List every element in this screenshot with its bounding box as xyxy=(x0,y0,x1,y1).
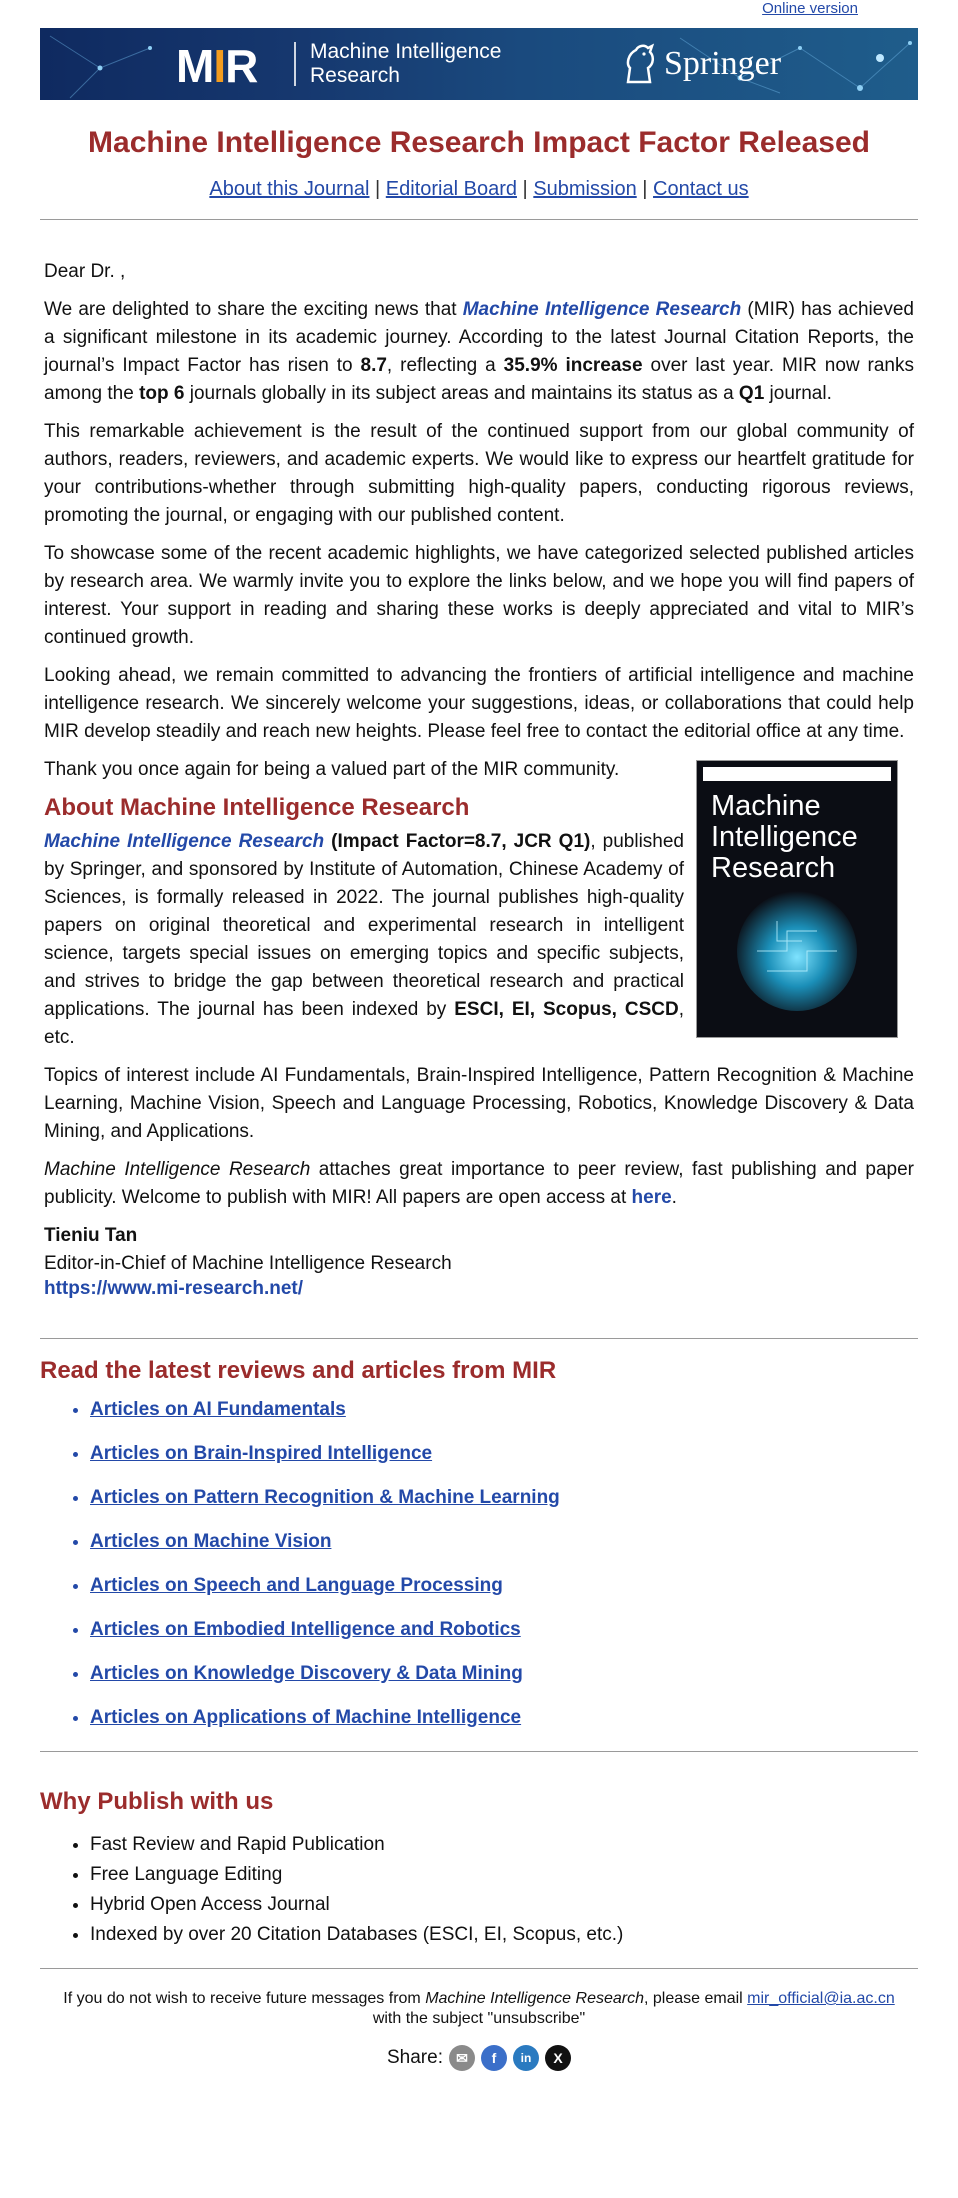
letter-body xyxy=(40,258,918,1300)
text-run: We are delighted to share the exciting news that xyxy=(44,299,463,320)
text-run: journals globally in its subject areas and maintains its status as a xyxy=(184,383,739,404)
list-item xyxy=(90,1531,918,1553)
why-list xyxy=(40,1830,918,1950)
cover-header-strip xyxy=(703,767,891,781)
email-page xyxy=(40,0,918,2071)
journal-cover-image[interactable] xyxy=(696,760,898,1038)
greeting: Dear Dr. , xyxy=(44,261,126,282)
link-embodied-robotics[interactable]: Articles on Embodied Intelligence and Robotics xyxy=(90,1619,521,1640)
page-title: Machine Intelligence Research Impact Factor Released xyxy=(88,126,870,159)
divider-why xyxy=(40,1751,918,1752)
rank-value: top 6 xyxy=(139,383,185,404)
journal-name: Machine Intelligence Research xyxy=(44,1159,311,1180)
link-ai-fundamentals[interactable]: Articles on AI Fundamentals xyxy=(90,1399,346,1420)
list-item xyxy=(90,1663,918,1685)
nav-separator: | xyxy=(642,178,648,200)
journal-name: Machine Intelligence Research xyxy=(44,831,325,852)
unsubscribe-line xyxy=(40,1989,918,2009)
list-item xyxy=(90,1619,918,1641)
editor-role: Editor-in-Chief of Machine Intelligence Research xyxy=(44,1253,452,1274)
paragraph-gratitude: This remarkable achievement is the result of the continued support from our global community of authors, readers, reviewers, and academic experts. We would like to express our heartfelt gratitude for your contributions-whether through submitting high-quality papers, conducting rigorous reviews, promoting the journal, or engaging with our published content. xyxy=(44,421,914,526)
logo-letter-m: M xyxy=(176,40,214,92)
article-links-list xyxy=(40,1399,918,1729)
list-item: • Fast Review and Rapid Publication xyxy=(90,1830,918,1860)
open-access-link[interactable]: here xyxy=(631,1187,672,1208)
list-item: • Indexed by over 20 Citation Databases (ESCI, EI, Scopus, etc.) xyxy=(90,1920,918,1950)
unsubscribe-email-link[interactable]: mir_official@ia.ac.cn xyxy=(747,1990,895,2007)
text-run: If you do not wish to receive future messages from xyxy=(63,1990,426,2007)
logo-letter-r: R xyxy=(225,40,258,92)
banner-journal-name xyxy=(310,40,501,88)
springer-wordmark: Springer xyxy=(664,45,782,82)
online-version-bar xyxy=(40,0,918,28)
text-run: , etc. xyxy=(44,999,684,1048)
link-knowledge-discovery[interactable]: Articles on Knowledge Discovery & Data Mining xyxy=(90,1663,523,1684)
impact-factor-value: 8.7 xyxy=(360,355,387,376)
link-machine-vision[interactable]: Articles on Machine Vision xyxy=(90,1531,332,1552)
text-run: . xyxy=(671,1187,677,1208)
journal-name: Machine Intelligence Research xyxy=(462,299,742,320)
text-run: , please email xyxy=(644,1990,748,2007)
nav-submission-link[interactable]: Submission xyxy=(533,178,637,200)
share-bar xyxy=(40,2045,918,2071)
index-list: ESCI, EI, Scopus, CSCD xyxy=(454,999,679,1020)
paragraph-peer-review xyxy=(44,1156,914,1212)
nav-about-link[interactable]: About this Journal xyxy=(209,178,370,200)
link-pattern-recognition[interactable]: Articles on Pattern Recognition & Machine Learning xyxy=(90,1487,560,1508)
nav-editorial-board-link[interactable]: Editorial Board xyxy=(385,178,517,200)
list-item xyxy=(90,1707,918,1729)
journal-website-link[interactable]: https://www.mi-research.net/ xyxy=(44,1278,304,1299)
link-applications[interactable]: Articles on Applications of Machine Intelligence xyxy=(90,1707,522,1728)
list-item xyxy=(90,1399,918,1421)
text-run: over last year. MIR now ranks among the xyxy=(44,355,914,404)
list-item: • Hybrid Open Access Journal xyxy=(90,1890,918,1920)
increase-value: 35.9% increase xyxy=(503,355,643,376)
quartile-value: Q1 xyxy=(738,383,765,404)
editor-name: Tieniu Tan xyxy=(44,1225,138,1246)
circuit-brain-icon xyxy=(717,881,877,1011)
footer xyxy=(40,1969,918,2029)
list-item: • Free Language Editing xyxy=(90,1860,918,1890)
paragraph-future: Looking ahead, we remain committed to advancing the frontiers of artificial intelligence and machine intelligence research. We sincerely welcome your suggestions, ideas, or collaborations that could help MIR develop steadily and reach new heights. Please feel free to contact the editorial office at any time. xyxy=(44,665,914,742)
paragraph-announcement xyxy=(44,296,914,408)
signature xyxy=(44,1222,914,1300)
banner-name-line2: Research xyxy=(310,64,400,87)
text-run: , reflecting a xyxy=(386,355,504,376)
about-description xyxy=(44,828,684,1052)
online-version-link[interactable]: Online version xyxy=(762,0,858,17)
unsubscribe-subject-note: with the subject "unsubscribe" xyxy=(372,2010,586,2027)
nav-separator: | xyxy=(375,178,381,200)
facebook-share-icon[interactable]: f xyxy=(481,2045,507,2071)
paragraph-thanks: Thank you once again for being a valued part of the MIR community. xyxy=(44,759,620,780)
why-heading: Why Publish with us xyxy=(40,1788,274,1815)
about-heading: About Machine Intelligence Research xyxy=(44,794,470,821)
journal-banner xyxy=(40,28,918,100)
paragraph-topics: Topics of interest include AI Fundamentals, Brain-Inspired Intelligence, Pattern Recognition & Machine Learning, Machine Vision, Speech and Language Processing, Robotics, Knowledge Discovery & Data Mining, and Applications. xyxy=(44,1065,914,1142)
journal-name: Machine Intelligence Research xyxy=(425,1990,644,2007)
divider-top xyxy=(40,219,918,220)
text-run: journal. xyxy=(764,383,832,404)
mir-logo xyxy=(176,40,258,92)
text-run: (MIR) has achieved a significant milestone in its academic journey. According to the latest Journal Citation Reports, the journal’s Impact Factor has risen to xyxy=(44,299,914,376)
link-brain-inspired[interactable]: Articles on Brain-Inspired Intelligence xyxy=(90,1443,433,1464)
email-share-icon[interactable]: ✉ xyxy=(449,2045,475,2071)
share-label: Share: xyxy=(387,2047,443,2068)
nav-separator: | xyxy=(522,178,528,200)
nav-contact-link[interactable]: Contact us xyxy=(653,178,749,200)
divider-reviews xyxy=(40,1338,918,1339)
journal-nav xyxy=(40,178,918,201)
list-item xyxy=(90,1443,918,1465)
list-item xyxy=(90,1487,918,1509)
link-speech-language[interactable]: Articles on Speech and Language Processing xyxy=(90,1575,503,1596)
reviews-heading: Read the latest reviews and articles from MIR xyxy=(40,1357,557,1384)
cover-title: Machine Intelligence Research xyxy=(711,790,858,884)
banner-divider xyxy=(294,42,296,86)
linkedin-share-icon[interactable]: in xyxy=(513,2045,539,2071)
text-run: , published by Springer, and sponsored by Institute of Automation, Chinese Academy of Sciences, is formally released in 2022. The journal publishes high-quality papers on original theoretical and experimental research in intelligent science, targets special issues on emerging topics and specific subjects, and strives to bridge the gap between theoretical research and practical applications. The journal has been indexed by xyxy=(44,831,685,1020)
springer-logo xyxy=(620,42,781,86)
list-item xyxy=(90,1575,918,1597)
logo-letter-i: I xyxy=(213,40,226,92)
about-section xyxy=(44,756,914,1052)
impact-factor-note: (Impact Factor=8.7, JCR Q1) xyxy=(324,831,591,852)
springer-horse-icon xyxy=(620,42,660,86)
banner-name-line1: Machine Intelligence xyxy=(310,40,502,63)
x-share-icon[interactable]: X xyxy=(545,2045,571,2071)
text-run: attaches great importance to peer review, fast publishing and paper publicity. Welcome to publish with MIR! All papers are open access at xyxy=(44,1159,914,1208)
paragraph-highlights: To showcase some of the recent academic highlights, we have categorized selected published articles by research area. We warmly invite you to explore the links below, and we hope you will find papers of interest. Your support in reading and sharing these works is deeply appreciated and vital to MIR’s continued growth. xyxy=(44,543,914,648)
